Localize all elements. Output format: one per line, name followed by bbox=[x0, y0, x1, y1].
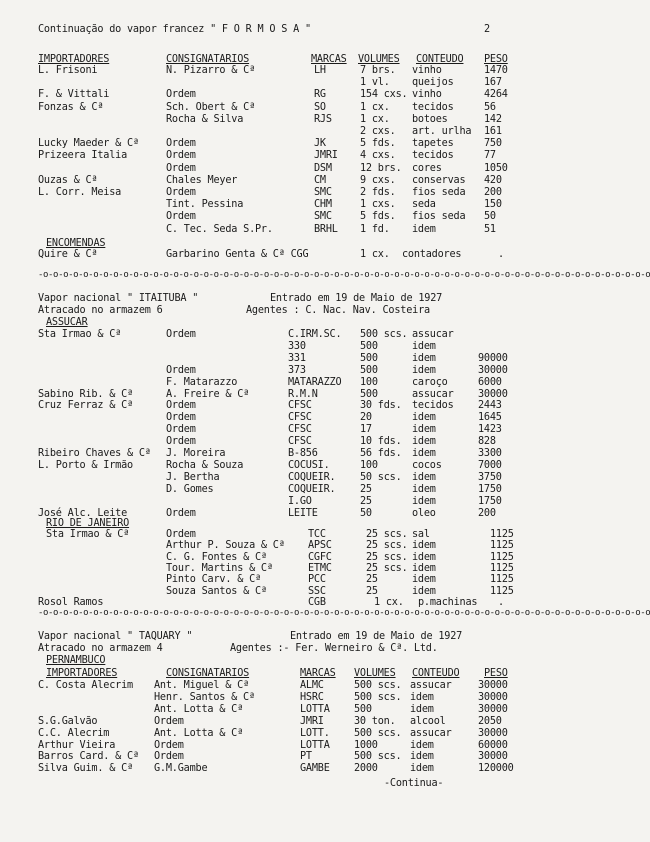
cell-consignatario: Ordem bbox=[166, 507, 196, 519]
cell-importador: Sta Irmao & Cª bbox=[38, 329, 122, 340]
cell-conteudo: conservas bbox=[412, 174, 466, 186]
cell-marca: CGB bbox=[308, 597, 326, 608]
continued-note: -Continua- bbox=[384, 778, 444, 789]
cell-conteudo: idem bbox=[412, 352, 436, 364]
page-number: 2 bbox=[484, 24, 490, 35]
cell-peso: 1050 bbox=[484, 162, 508, 174]
cell-importador: Ribeiro Chaves & Cª bbox=[38, 448, 151, 459]
cell-marca: B-856 bbox=[288, 448, 318, 459]
cell-importador: Fonzas & Cª bbox=[38, 101, 104, 113]
section-heading: RIO DE JANEIRO bbox=[46, 518, 130, 529]
cell-marca: BRHL bbox=[314, 223, 338, 235]
cell-conteudo: idem bbox=[412, 585, 436, 597]
cell-conteudo: idem bbox=[410, 739, 434, 751]
cell-volume: 2000 bbox=[354, 763, 378, 775]
cell-consignatario: A. Freire & Cª bbox=[166, 388, 250, 400]
cell-conteudo: idem bbox=[412, 471, 436, 483]
cell-volume: 1 cx. bbox=[374, 597, 404, 608]
cell-peso: 420 bbox=[484, 174, 502, 186]
cell-volume: 20 bbox=[360, 412, 372, 424]
cell-consignatario: Souza Santos & Cª bbox=[166, 585, 267, 597]
cell-marca: GAMBE bbox=[300, 763, 330, 775]
cell-peso: 1125 bbox=[490, 574, 514, 586]
cell-consignatario: Ordem bbox=[166, 162, 196, 174]
cell-volume: 500 bbox=[354, 703, 372, 715]
cell-conteudo: cores bbox=[412, 162, 442, 174]
cell-volume: 50 bbox=[360, 507, 372, 519]
cell-volume: 25 bbox=[366, 585, 378, 597]
cell-volume: 30 ton. bbox=[354, 715, 396, 727]
cell-marca: LEITE bbox=[288, 507, 318, 519]
agents-info: Agentes : C. Nac. Nav. Costeira bbox=[246, 305, 430, 316]
cell-volume: 500 scs. bbox=[354, 691, 402, 703]
cell-consignatario: G.M.Gambe bbox=[154, 763, 208, 775]
cell-consignatario: Ant. Lotta & Cª bbox=[154, 703, 244, 715]
cell-conteudo: oleo bbox=[412, 507, 436, 519]
cell-peso: 1750 bbox=[478, 483, 502, 495]
cell-conteudo: vinho bbox=[412, 89, 442, 101]
cell-consignatario: Ordem bbox=[166, 424, 196, 436]
cell-conteudo: assucar bbox=[412, 388, 454, 400]
cell-marca: 330 bbox=[288, 340, 306, 352]
cell-peso: 30000 bbox=[478, 751, 508, 763]
cell-consignatario: Henr. Santos & Cª bbox=[154, 691, 255, 703]
cell-peso: 30000 bbox=[478, 727, 508, 739]
cell-conteudo: art. urlha bbox=[412, 126, 472, 137]
cell-peso: 1125 bbox=[490, 562, 514, 574]
cell-volume: 500 scs. bbox=[360, 329, 408, 340]
cell-consignatario: Arthur P. Souza & Cª bbox=[166, 540, 285, 552]
cell-marca: C.IRM.SC. bbox=[288, 329, 342, 340]
cell-marca: I.GO bbox=[288, 495, 312, 507]
cell-peso: 828 bbox=[478, 436, 496, 448]
cell-marca: R.M.N bbox=[288, 388, 318, 400]
cell-consignatario: Ordem bbox=[166, 211, 196, 223]
cell-volume: 500 bbox=[360, 352, 378, 364]
cell-marca: DSM bbox=[314, 162, 332, 174]
cell-peso: 7000 bbox=[478, 459, 502, 471]
cell-peso: 30000 bbox=[478, 680, 508, 691]
cell-consignatario: Ordem bbox=[166, 436, 196, 448]
cell-consignatario: Ant. Lotta & Cª bbox=[154, 727, 244, 739]
cell-peso: 4264 bbox=[484, 89, 508, 101]
cell-conteudo: assucar bbox=[412, 329, 454, 340]
col-peso: PESO bbox=[484, 668, 508, 679]
cell-marca: CFSC bbox=[288, 424, 312, 436]
cell-volume: 1 cx. bbox=[360, 101, 390, 113]
cell-conteudo: idem bbox=[412, 340, 436, 352]
cell-importador: José Alc. Leite bbox=[38, 507, 128, 519]
cell-volume: 17 bbox=[360, 424, 372, 436]
arrival-date: Entrado em 19 de Maio de 1927 bbox=[290, 631, 463, 642]
cell-volume: 5 fds. bbox=[360, 138, 396, 150]
cell-volume: 1 fd. bbox=[360, 223, 390, 235]
cell-volume: 7 brs. bbox=[360, 65, 396, 76]
cell-importador: L. Porto & Irmão bbox=[38, 459, 133, 471]
cell-conteudo: sal bbox=[412, 529, 430, 540]
cell-consignatario: J. Bertha bbox=[166, 471, 220, 483]
cell-peso: 1750 bbox=[478, 495, 502, 507]
cell-volume: 1 cx. bbox=[360, 249, 390, 260]
cell-peso: 1125 bbox=[490, 585, 514, 597]
cell-volume: 25 bbox=[366, 574, 378, 586]
cell-marca: JMRI bbox=[300, 715, 324, 727]
cell-importador: C.C. Alecrim bbox=[38, 727, 110, 739]
cell-marca: COQUEIR. bbox=[288, 471, 336, 483]
cell-marca: ETMC bbox=[308, 562, 332, 574]
cell-conteudo: idem bbox=[412, 223, 436, 235]
cell-consignatario: Tint. Pessina bbox=[166, 199, 244, 211]
cell-volume: 500 bbox=[360, 340, 378, 352]
cell-volume: 25 scs. bbox=[366, 551, 408, 563]
cell-conteudo: assucar bbox=[410, 727, 452, 739]
cell-conteudo: idem bbox=[412, 364, 436, 376]
cell-marca: JK bbox=[314, 138, 326, 150]
cell-conteudo: fios seda bbox=[412, 187, 466, 198]
cell-consignatario: C. G. Fontes & Cª bbox=[166, 551, 267, 563]
cell-consignatario: Garbarino Genta & Cª CGG bbox=[166, 249, 309, 260]
cell-consignatario: Pinto Carv. & Cª bbox=[166, 574, 261, 586]
cell-consignatario: Ordem bbox=[166, 400, 196, 412]
cell-peso: . bbox=[498, 597, 504, 608]
cell-peso: 6000 bbox=[478, 376, 502, 388]
cell-marca: PCC bbox=[308, 574, 326, 586]
cell-peso: 1423 bbox=[478, 424, 502, 436]
cell-peso: 1125 bbox=[490, 529, 514, 540]
cell-peso: 167 bbox=[484, 77, 502, 89]
cell-conteudo: idem bbox=[412, 562, 436, 574]
cell-peso: 60000 bbox=[478, 739, 508, 751]
cell-peso: 161 bbox=[484, 126, 502, 137]
cell-marca: LOTT. bbox=[300, 727, 330, 739]
cell-conteudo: alcool bbox=[410, 715, 446, 727]
col-marcas: MARCAS bbox=[311, 54, 347, 65]
col-volumes: VOLUMES bbox=[358, 54, 400, 65]
cell-importador: Prizeera Italia bbox=[38, 150, 128, 162]
cell-volume: 1 cxs. bbox=[360, 199, 396, 211]
cell-peso: 2050 bbox=[478, 715, 502, 727]
vessel-title: Vapor nacional " ITAITUBA " bbox=[38, 293, 199, 304]
cell-importador: Barros Card. & Cª bbox=[38, 751, 139, 763]
cell-conteudo: queijos bbox=[412, 77, 454, 89]
col-consignatarios: CONSIGNATARIOS bbox=[166, 54, 250, 65]
cell-peso: 1645 bbox=[478, 412, 502, 424]
cell-volume: 500 scs. bbox=[354, 751, 402, 763]
cell-peso: 30000 bbox=[478, 364, 508, 376]
cell-volume: 30 fds. bbox=[360, 400, 402, 412]
cell-marca: SMC bbox=[314, 187, 332, 198]
section-heading: ASSUCAR bbox=[46, 317, 88, 328]
cell-consignatario: Ordem bbox=[166, 150, 196, 162]
cell-volume: 2 fds. bbox=[360, 187, 396, 198]
cell-peso: 30000 bbox=[478, 691, 508, 703]
cell-marca: 373 bbox=[288, 364, 306, 376]
cell-conteudo: tecidos bbox=[412, 400, 454, 412]
col-conteudo: CONTEUDO bbox=[412, 668, 460, 679]
cell-importador: L. Corr. Meisa bbox=[38, 187, 122, 198]
cell-volume: 5 fds. bbox=[360, 211, 396, 223]
cell-conteudo: botoes bbox=[412, 113, 448, 125]
cell-marca: CHM bbox=[314, 199, 332, 211]
cell-conteudo: idem bbox=[412, 574, 436, 586]
cell-volume: 500 scs. bbox=[354, 680, 402, 691]
cell-conteudo: fios seda bbox=[412, 211, 466, 223]
cell-importador: C. Costa Alecrim bbox=[38, 680, 133, 691]
cell-conteudo: idem bbox=[412, 424, 436, 436]
cell-marca: COQUEIR. bbox=[288, 483, 336, 495]
cell-conteudo: assucar bbox=[410, 680, 452, 691]
cell-marca: APSC bbox=[308, 540, 332, 552]
cell-consignatario: Ordem bbox=[154, 751, 184, 763]
cell-peso: 2443 bbox=[478, 400, 502, 412]
cell-marca: RJS bbox=[314, 113, 332, 125]
cell-volume: 500 bbox=[360, 364, 378, 376]
cell-peso: 56 bbox=[484, 101, 496, 113]
cell-volume: 10 fds. bbox=[360, 436, 402, 448]
cell-peso: 30000 bbox=[478, 703, 508, 715]
cell-marca: LOTTA bbox=[300, 703, 330, 715]
cell-conteudo: vinho bbox=[412, 65, 442, 76]
cell-importador: Arthur Vieira bbox=[38, 739, 116, 751]
cell-marca: CFSC bbox=[288, 436, 312, 448]
col-marcas: MARCAS bbox=[300, 668, 336, 679]
cell-marca: TCC bbox=[308, 529, 326, 540]
cell-consignatario: Ant. Miguel & Cª bbox=[154, 680, 249, 691]
cell-marca: CFSC bbox=[288, 412, 312, 424]
cell-importador: Quire & Cª bbox=[38, 249, 98, 260]
cell-marca: LH bbox=[314, 65, 326, 76]
cell-marca: PT bbox=[300, 751, 312, 763]
cell-peso: 150 bbox=[484, 199, 502, 211]
cell-importador: Sta Irmao & Cª bbox=[46, 529, 130, 540]
cell-importador: Cruz Ferraz & Cª bbox=[38, 400, 133, 412]
cell-peso: 1470 bbox=[484, 65, 508, 76]
cell-consignatario: Chales Meyer bbox=[166, 174, 238, 186]
cell-consignatario: Rocha & Souza bbox=[166, 459, 244, 471]
cell-volume: 25 bbox=[360, 495, 372, 507]
cell-consignatario: C. Tec. Seda S.Pr. bbox=[166, 223, 273, 235]
cell-consignatario: F. Matarazzo bbox=[166, 376, 238, 388]
cell-marca: COCUSI. bbox=[288, 459, 330, 471]
cell-volume: 25 scs. bbox=[366, 562, 408, 574]
col-volumes: VOLUMES bbox=[354, 668, 396, 679]
cell-peso: . bbox=[498, 249, 504, 260]
cell-consignatario: Ordem bbox=[166, 412, 196, 424]
cell-conteudo: idem bbox=[412, 495, 436, 507]
cell-marca: CFSC bbox=[288, 400, 312, 412]
cell-marca: CGFC bbox=[308, 551, 332, 563]
cell-marca: 331 bbox=[288, 352, 306, 364]
cell-consignatario: Ordem bbox=[166, 364, 196, 376]
cell-volume: 56 fds. bbox=[360, 448, 402, 459]
cell-conteudo: idem bbox=[410, 691, 434, 703]
section-heading: ENCOMENDAS bbox=[46, 238, 106, 249]
cell-conteudo: tapetes bbox=[412, 138, 454, 150]
cell-peso: 90000 bbox=[478, 352, 508, 364]
cell-importador: Lucky Maeder & Cª bbox=[38, 138, 139, 150]
cell-volume: 4 cxs. bbox=[360, 150, 396, 162]
cell-volume: 25 scs. bbox=[366, 540, 408, 552]
berth-info: Atracado no armazem 6 bbox=[38, 305, 163, 316]
cell-importador: Ouzas & Cª bbox=[38, 174, 98, 186]
berth-info: Atracado no armazem 4 bbox=[38, 643, 163, 654]
cell-consignatario: Ordem bbox=[166, 529, 196, 540]
cell-importador: Sabino Rib. & Cª bbox=[38, 388, 133, 400]
cell-marca: SMC bbox=[314, 211, 332, 223]
cell-conteudo: idem bbox=[412, 540, 436, 552]
cell-peso: 120000 bbox=[478, 763, 514, 775]
cell-conteudo: idem bbox=[412, 448, 436, 459]
cell-peso: 51 bbox=[484, 223, 496, 235]
cell-volume: 100 bbox=[360, 459, 378, 471]
cell-marca: SSC bbox=[308, 585, 326, 597]
cell-marca: ALMC bbox=[300, 680, 324, 691]
cell-consignatario: Tour. Martins & Cª bbox=[166, 562, 273, 574]
cell-peso: 77 bbox=[484, 150, 496, 162]
cell-peso: 30000 bbox=[478, 388, 508, 400]
cell-peso: 3750 bbox=[478, 471, 502, 483]
cell-conteudo: cocos bbox=[412, 459, 442, 471]
cell-consignatario: Ordem bbox=[166, 138, 196, 150]
cell-consignatario: Sch. Obert & Cª bbox=[166, 101, 256, 113]
cell-importador: Silva Guim. & Cª bbox=[38, 763, 133, 775]
cell-volume: 25 bbox=[360, 483, 372, 495]
cell-volume: 1 cx. bbox=[360, 113, 390, 125]
cell-conteudo: tecidos bbox=[412, 101, 454, 113]
cell-volume: 25 scs. bbox=[366, 529, 408, 540]
cell-conteudo: p.machinas bbox=[418, 597, 478, 608]
cell-importador: L. Frisoni bbox=[38, 65, 98, 76]
cell-volume: 100 bbox=[360, 376, 378, 388]
cell-peso: 200 bbox=[484, 187, 502, 198]
cell-volume: 1000 bbox=[354, 739, 378, 751]
cell-consignatario: J. Moreira bbox=[166, 448, 226, 459]
cell-volume: 2 cxs. bbox=[360, 126, 396, 137]
col-conteudo: CONTEUDO bbox=[416, 54, 464, 65]
col-importadores: IMPORTADORES bbox=[46, 668, 118, 679]
cell-peso: 50 bbox=[484, 211, 496, 223]
cell-volume: 1 vl. bbox=[360, 77, 390, 89]
cell-conteudo: idem bbox=[410, 751, 434, 763]
cell-volume: 500 scs. bbox=[354, 727, 402, 739]
cell-importador: Rosol Ramos bbox=[38, 597, 104, 608]
cell-importador: F. & Vittali bbox=[38, 89, 110, 101]
cell-volume: 154 cxs. bbox=[360, 89, 408, 101]
separator-line: -o-o-o-o-o-o-o-o-o-o-o-o-o-o-o-o-o-o-o-o-o-o-o-o-o-o-o-o-o-o-o-o-o-o-o-o-o-o-o-o-o-o-o-o-o-o-o-o-o-o-o-o-o-o-o-o-o-o-o-o-o bbox=[38, 270, 650, 280]
cell-marca: MATARAZZO bbox=[288, 376, 342, 388]
cell-peso: 1125 bbox=[490, 551, 514, 563]
cell-conteudo: idem bbox=[412, 412, 436, 424]
cell-marca: LOTTA bbox=[300, 739, 330, 751]
cell-conteudo: idem bbox=[412, 551, 436, 563]
col-consignatarios: CONSIGNATARIOS bbox=[166, 668, 250, 679]
cell-peso: 200 bbox=[478, 507, 496, 519]
section-heading: PERNAMBUCO bbox=[46, 655, 106, 666]
arrival-date: Entrado em 19 de Maio de 1927 bbox=[270, 293, 443, 304]
cell-conteudo: idem bbox=[410, 703, 434, 715]
separator-line: -o-o-o-o-o-o-o-o-o-o-o-o-o-o-o-o-o-o-o-o-o-o-o-o-o-o-o-o-o-o-o-o-o-o-o-o-o-o-o-o-o-o-o-o-o-o-o-o-o-o-o-o-o-o-o-o-o-o-o-o-o bbox=[38, 608, 650, 618]
cell-marca: HSRC bbox=[300, 691, 324, 703]
cell-importador: S.G.Galvão bbox=[38, 715, 98, 727]
cell-volume: 50 scs. bbox=[360, 471, 402, 483]
cell-conteudo: idem bbox=[410, 763, 434, 775]
cell-conteudo: caroço bbox=[412, 376, 448, 388]
cell-volume: 12 brs. bbox=[360, 162, 402, 174]
cell-marca: JMRI bbox=[314, 150, 338, 162]
cell-peso: 750 bbox=[484, 138, 502, 150]
cell-consignatario: Ordem bbox=[154, 739, 184, 751]
cell-conteudo: idem bbox=[412, 483, 436, 495]
col-peso: PESO bbox=[484, 54, 508, 65]
cell-volume: 500 bbox=[360, 388, 378, 400]
vessel-title: Vapor nacional " TAQUARY " bbox=[38, 631, 193, 642]
cell-peso: 1125 bbox=[490, 540, 514, 552]
document-title: Continuação do vapor francez " F O R M O S A " bbox=[38, 24, 311, 35]
cell-consignatario: Ordem bbox=[154, 715, 184, 727]
agents-info: Agentes :- Fer. Werneiro & Cª. Ltd. bbox=[230, 643, 438, 654]
cell-consignatario: N. Pizarro & Cª bbox=[166, 65, 256, 76]
cell-consignatario: Ordem bbox=[166, 89, 196, 101]
cell-consignatario: Ordem bbox=[166, 187, 196, 198]
cell-marca: SO bbox=[314, 101, 326, 113]
cell-consignatario: Ordem bbox=[166, 329, 196, 340]
cell-marca: CM bbox=[314, 174, 326, 186]
cell-conteudo: seda bbox=[412, 199, 436, 211]
cell-conteudo: tecidos bbox=[412, 150, 454, 162]
cell-volume: 9 cxs. bbox=[360, 174, 396, 186]
cell-consignatario: D. Gomes bbox=[166, 483, 214, 495]
cell-consignatario: Rocha & Silva bbox=[166, 113, 244, 125]
cell-peso: 3300 bbox=[478, 448, 502, 459]
cell-conteudo: contadores bbox=[402, 249, 462, 260]
cell-peso: 142 bbox=[484, 113, 502, 125]
cell-conteudo: idem bbox=[412, 436, 436, 448]
cell-marca: RG bbox=[314, 89, 326, 101]
col-importadores: IMPORTADORES bbox=[38, 54, 110, 65]
